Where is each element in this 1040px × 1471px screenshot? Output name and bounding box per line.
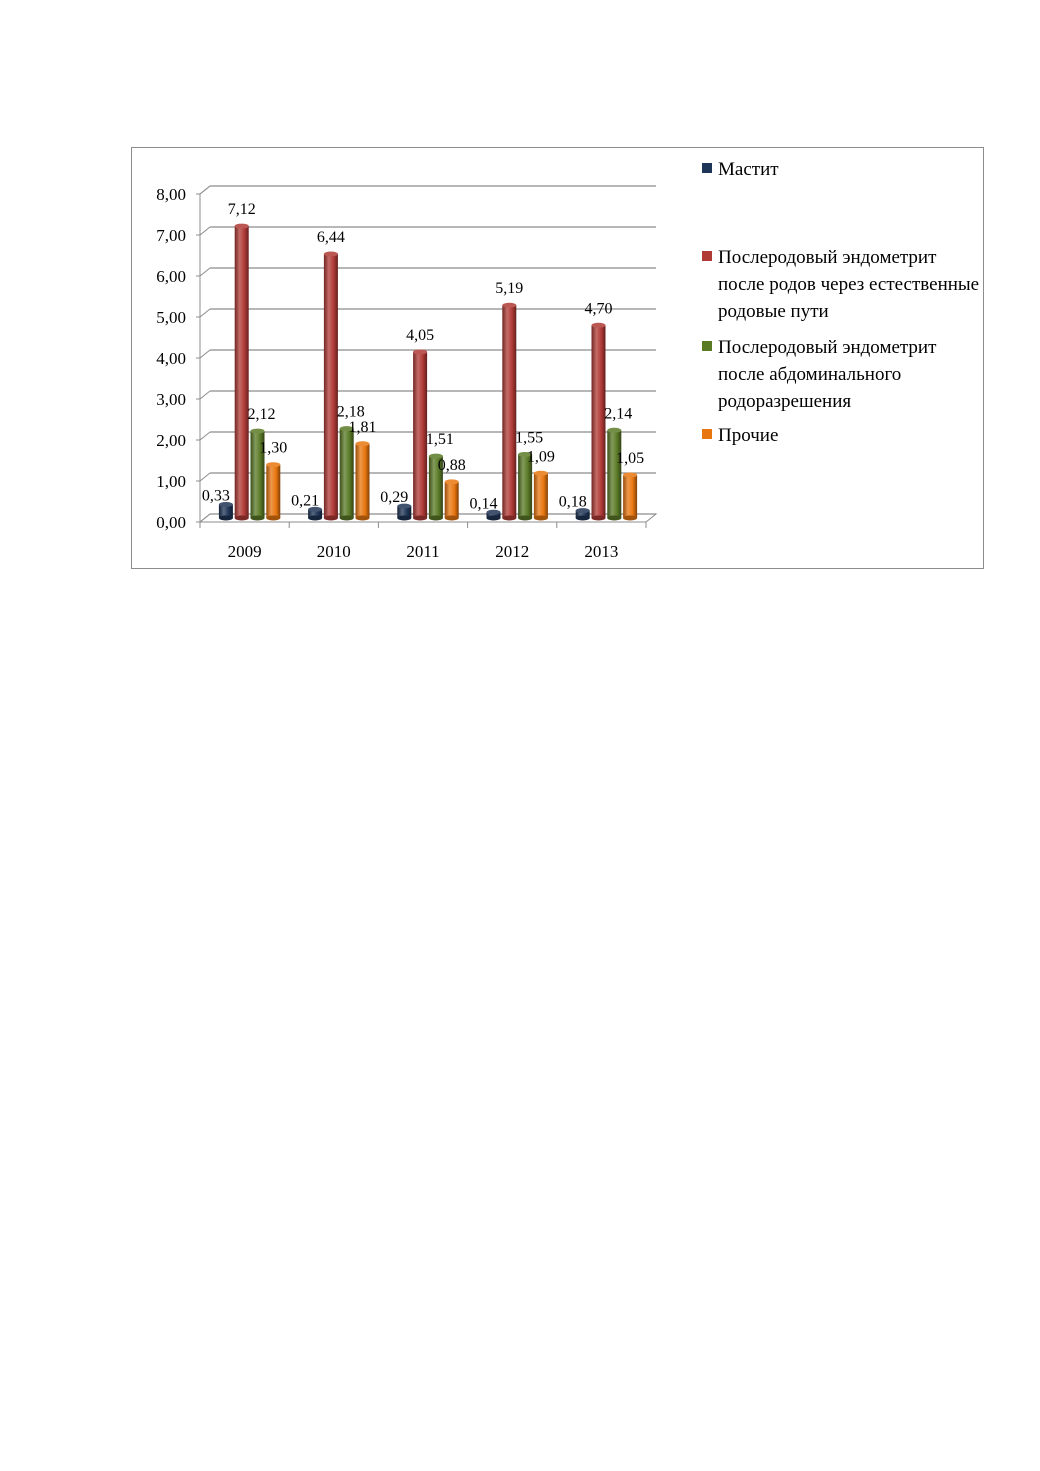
x-tick-label: 2009 — [227, 542, 262, 561]
data-label: 5,19 — [495, 280, 524, 298]
x-tick-label: 2010 — [316, 542, 351, 561]
data-label: 4,05 — [406, 326, 435, 344]
gridline-side — [200, 432, 210, 440]
bar-body — [502, 305, 516, 518]
y-tick-label: 6,00 — [156, 267, 186, 286]
bar — [266, 462, 280, 520]
legend-item — [702, 244, 980, 325]
gridline-side — [200, 473, 210, 481]
y-tick-label: 4,00 — [156, 349, 186, 368]
bar-cap — [623, 472, 637, 477]
data-label: 1,05 — [616, 449, 645, 467]
bar-base — [340, 516, 354, 521]
x-tick-label: 2011 — [406, 542, 440, 561]
gridline-side — [200, 186, 210, 194]
bar-base — [502, 516, 516, 521]
bar — [356, 441, 370, 520]
bar-cap — [413, 349, 427, 354]
y-tick-label: 3,00 — [156, 390, 186, 409]
bar-base — [534, 516, 548, 521]
bar-cap — [356, 441, 370, 446]
y-tick-label: 5,00 — [156, 308, 186, 327]
gridline-side — [200, 268, 210, 276]
bar-cap — [445, 479, 459, 484]
data-label: 2,18 — [336, 403, 365, 421]
y-tick-label: 2,00 — [156, 431, 186, 450]
bar-base — [235, 516, 249, 521]
bar-base — [266, 516, 280, 521]
bar-base — [413, 516, 427, 521]
bar — [534, 471, 548, 521]
data-label: 0,21 — [291, 492, 320, 510]
bar — [397, 504, 411, 521]
bar-base — [607, 516, 621, 521]
data-label: 0,18 — [558, 493, 587, 511]
chart-frame — [131, 147, 984, 569]
bar-base — [397, 516, 411, 521]
bar-body — [324, 254, 338, 518]
data-label: 4,70 — [584, 300, 613, 318]
data-label: 6,44 — [316, 228, 345, 246]
bar-cap — [607, 428, 621, 433]
bar-base — [251, 516, 265, 521]
bar-body — [266, 465, 280, 518]
gridline-side — [200, 309, 210, 317]
bar-body — [445, 482, 459, 518]
bar-body — [623, 475, 637, 518]
data-label: 0,33 — [201, 487, 230, 505]
bar — [623, 472, 637, 520]
y-tick-label: 7,00 — [156, 226, 186, 245]
x-tick-label: 2013 — [584, 542, 619, 561]
bar-body — [340, 429, 354, 518]
bar-base — [623, 516, 637, 521]
legend-label: Прочие — [718, 425, 779, 446]
bar-cap — [324, 251, 338, 256]
bar-base — [445, 516, 459, 521]
bar-cap — [235, 224, 249, 229]
bar-base — [518, 516, 532, 521]
bar-body — [235, 226, 249, 518]
bar-body — [607, 430, 621, 518]
bar-cap — [592, 323, 606, 328]
bar-body — [534, 473, 548, 518]
x-tick-label: 2012 — [495, 542, 530, 561]
bar — [502, 303, 516, 521]
data-label: 0,29 — [380, 489, 409, 507]
bar — [607, 428, 621, 521]
gridline-side — [200, 227, 210, 235]
bar — [219, 502, 233, 521]
bar-base — [487, 516, 501, 521]
bar-base — [429, 516, 443, 521]
bar-cap — [251, 429, 265, 434]
bar-base — [356, 516, 370, 521]
data-label: 0,14 — [469, 495, 498, 513]
legend-swatch — [702, 251, 712, 261]
bar-base — [324, 516, 338, 521]
legend-swatch — [702, 429, 712, 439]
bar — [340, 426, 354, 520]
bar — [324, 251, 338, 520]
legend-label: Мастит — [718, 159, 779, 180]
bar-base — [576, 516, 590, 521]
bar — [235, 224, 249, 521]
legend-item — [702, 422, 980, 449]
y-tick-label: 8,00 — [156, 185, 186, 204]
y-tick-label: 0,00 — [156, 513, 186, 532]
bar-cap — [266, 462, 280, 467]
data-label: 1,51 — [425, 431, 454, 449]
data-label: 2,14 — [604, 405, 633, 423]
data-label: 2,12 — [247, 406, 276, 424]
bar-base — [219, 516, 233, 521]
data-label: 1,55 — [515, 429, 544, 447]
x-axis-tick-labels — [228, 542, 619, 561]
bar-body — [356, 444, 370, 518]
legend-item — [702, 334, 980, 415]
legend-label: Послеродовый эндометрит после абдоминального родоразрешения — [718, 337, 937, 412]
bar — [445, 479, 459, 520]
legend-swatch — [702, 163, 712, 173]
bar-cap — [534, 471, 548, 476]
data-label: 0,88 — [437, 456, 466, 474]
legend-swatch — [702, 341, 712, 351]
legend-item — [702, 156, 980, 183]
y-axis-tick-labels — [156, 185, 186, 532]
y-tick-label: 1,00 — [156, 472, 186, 491]
bar-base — [308, 516, 322, 521]
gridline-side — [200, 350, 210, 358]
data-label: 1,09 — [526, 448, 555, 466]
data-label: 1,30 — [259, 439, 288, 457]
data-label: 1,81 — [348, 418, 377, 436]
bar-base — [592, 516, 606, 521]
data-label: 7,12 — [227, 201, 256, 219]
legend-label: Послеродовый эндометрит после родов через естественные родовые пути — [718, 247, 980, 322]
gridline-side — [200, 391, 210, 399]
bar-cap — [502, 303, 516, 308]
